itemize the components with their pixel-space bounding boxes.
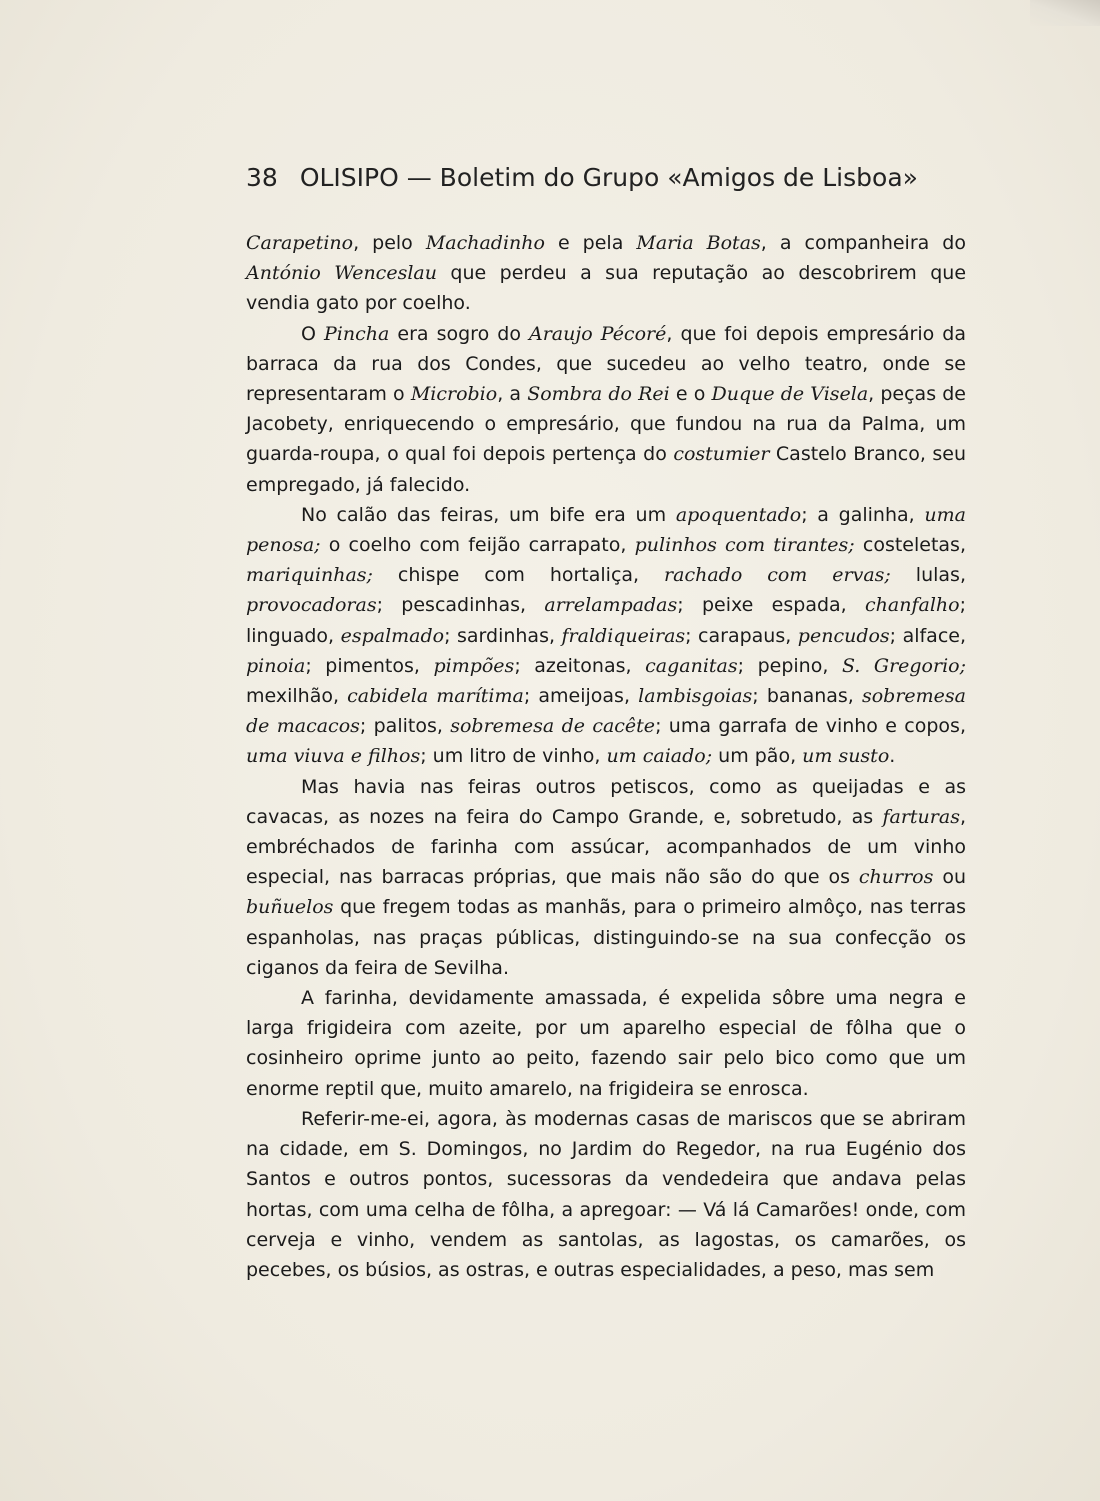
italic-term: Araujo Pécoré [529, 322, 667, 345]
italic-term: Pincha [324, 322, 390, 345]
text-run: ; peixe espada, [677, 594, 866, 617]
italic-term: caganitas [645, 654, 738, 677]
text-run: ; um litro de vinho, [420, 745, 607, 768]
text-run: Mas havia nas feiras outros petiscos, como as queijadas e as cavacas, as nozes na feira do Campo Grande, e, sobretudo, as [246, 775, 966, 828]
italic-term: um susto [802, 745, 890, 768]
italic-term: rachado com ervas; [664, 564, 891, 587]
italic-term: apoquentado [675, 503, 802, 526]
paragraph [246, 319, 966, 500]
text-run: ; carapaus, [685, 624, 798, 647]
text-run: ; sardinhas, [444, 624, 562, 647]
paragraph [246, 500, 966, 772]
italic-term: cabidela marítima [347, 685, 524, 708]
text-run: , a [497, 383, 528, 406]
italic-term: espalmado [340, 624, 445, 647]
text-run: costeletas, [854, 534, 966, 557]
paragraph [246, 228, 966, 319]
text-run: ou [933, 866, 966, 889]
text-run: ; pimentos, [305, 654, 434, 677]
italic-term: chanfalho [865, 594, 960, 617]
text-run: A farinha, devidamente amassada, é expelida sôbre uma negra e larga frigideira com azeite, por um aparelho especial de fôlha que o cosinheiro oprime junto ao peito, fazendo sair pelo bico como que um enorme reptil que, muito amarelo, na frigideira se enrosca. [246, 987, 966, 1100]
text-run: . [889, 745, 896, 768]
paragraph [246, 1104, 966, 1285]
text-run: ; alface, [889, 624, 967, 647]
italic-term: António Wenceslau [246, 262, 437, 285]
text-run: e pela [544, 232, 637, 254]
text-run: que fregem todas as manhãs, para o primeiro almôço, nas terras espanholas, nas praças públicas, distinguindo-se na sua confecção os ciganos da feira de Sevilha. [246, 896, 966, 979]
text-run: , pelo [353, 232, 426, 254]
italic-term: sobremesa de macacos [246, 685, 966, 738]
italic-term: Duque de Visela [711, 383, 869, 406]
text-run: ; uma garrafa de vinho e copos, [655, 715, 966, 738]
italic-term: mariquinhas; [246, 564, 373, 587]
text-run: ; linguado, [246, 594, 966, 647]
text-run: ; palitos, [359, 715, 451, 738]
text-run: , embréchados de farinha com assúcar, acompanhados de um vinho especial, nas barracas próprias, que mais não são do que os [246, 805, 966, 889]
text-run: Referir-me-ei, agora, às modernas casas de mariscos que se abriram na cidade, em S. Domingos, no Jardim do Regedor, na rua Eugénio dos Santos e outros pontos, sucessoras da vendedeira que andava pelas hortas, com uma celha de fôlha, a apregoar: — Vá lá Camarões! onde, com cerveja e vinho, vendem as santolas, as lagostas, os camarões, os pecebes, os búsios, as ostras, e outras especialidades, a peso, mas sem [246, 1107, 966, 1281]
italic-term: Machadinho [425, 232, 545, 254]
text-run: chispe com hortaliça, [372, 564, 665, 587]
italic-term: provocadoras [246, 594, 377, 617]
text-run: No calão das feiras, um bife era um [301, 503, 676, 526]
italic-term: uma viuva e filhos [246, 745, 421, 768]
text-run: e o [669, 383, 712, 406]
italic-term: lambisgoias [638, 685, 753, 708]
text-run: que perdeu a sua reputação ao descobrirem que vendia gato por coelho. [246, 262, 967, 315]
text-run: ; pescadinhas, [376, 594, 545, 617]
italic-term: sobremesa de cacête [450, 715, 656, 738]
italic-term: Sombra do Rei [527, 383, 670, 406]
text-run: ; pepino, [737, 654, 842, 677]
text-run: ; a galinha, [801, 503, 925, 526]
italic-term: pimpões [433, 654, 515, 677]
italic-term: fraldiqueiras [561, 624, 686, 647]
page-corner-curl [1030, 0, 1100, 26]
text-run: , peças de Jacobety, enriquecendo o empresário, que fundou na rua da Palma, um guarda-roupa, o qual foi depois pertença do [246, 383, 966, 466]
text-run: o coelho com feijão carrapato, [320, 534, 635, 557]
italic-term: Carapetino [246, 232, 354, 254]
text-run: era sogro do [389, 322, 529, 345]
italic-term: um caiado; [606, 745, 713, 768]
paragraph [246, 983, 966, 1104]
page-number: 38 [246, 163, 278, 192]
italic-term: Microbio [410, 383, 498, 406]
text-run: um pão, [712, 745, 803, 768]
italic-term: uma penosa; [246, 503, 966, 557]
text-run: ; azeitonas, [514, 654, 646, 677]
text-run: lulas, [890, 564, 966, 587]
italic-term: Maria Botas [636, 232, 761, 254]
italic-term: arrelampadas [544, 594, 678, 617]
text-run: mexilhão, [246, 685, 348, 708]
text-run: ; ameijoas, [523, 685, 639, 708]
italic-term: farturas [882, 805, 960, 828]
body-text [246, 228, 966, 1285]
text-run: Castelo Branco, seu empregado, já falecido. [246, 443, 966, 496]
text-run: ; bananas, [752, 685, 862, 708]
running-header [246, 163, 966, 203]
paragraph [246, 772, 966, 983]
italic-term: pencudos [797, 624, 890, 647]
italic-term: churros [858, 866, 934, 889]
text-run: , a companheira do [760, 232, 966, 254]
italic-term: pinoia [246, 654, 306, 677]
italic-term: pulinhos com tirantes; [634, 534, 855, 557]
italic-term: buñuelos [246, 896, 334, 919]
text-run: , que foi depois empresário da barraca da rua dos Condes, que sucedeu ao velho teatro, onde se representaram o [246, 322, 966, 406]
running-title: OLISIPO — Boletim do Grupo «Amigos de Lisboa» [299, 163, 918, 192]
italic-term: costumier [673, 443, 770, 466]
text-run: O [301, 322, 325, 345]
italic-term: S. Gregorio; [841, 654, 966, 677]
